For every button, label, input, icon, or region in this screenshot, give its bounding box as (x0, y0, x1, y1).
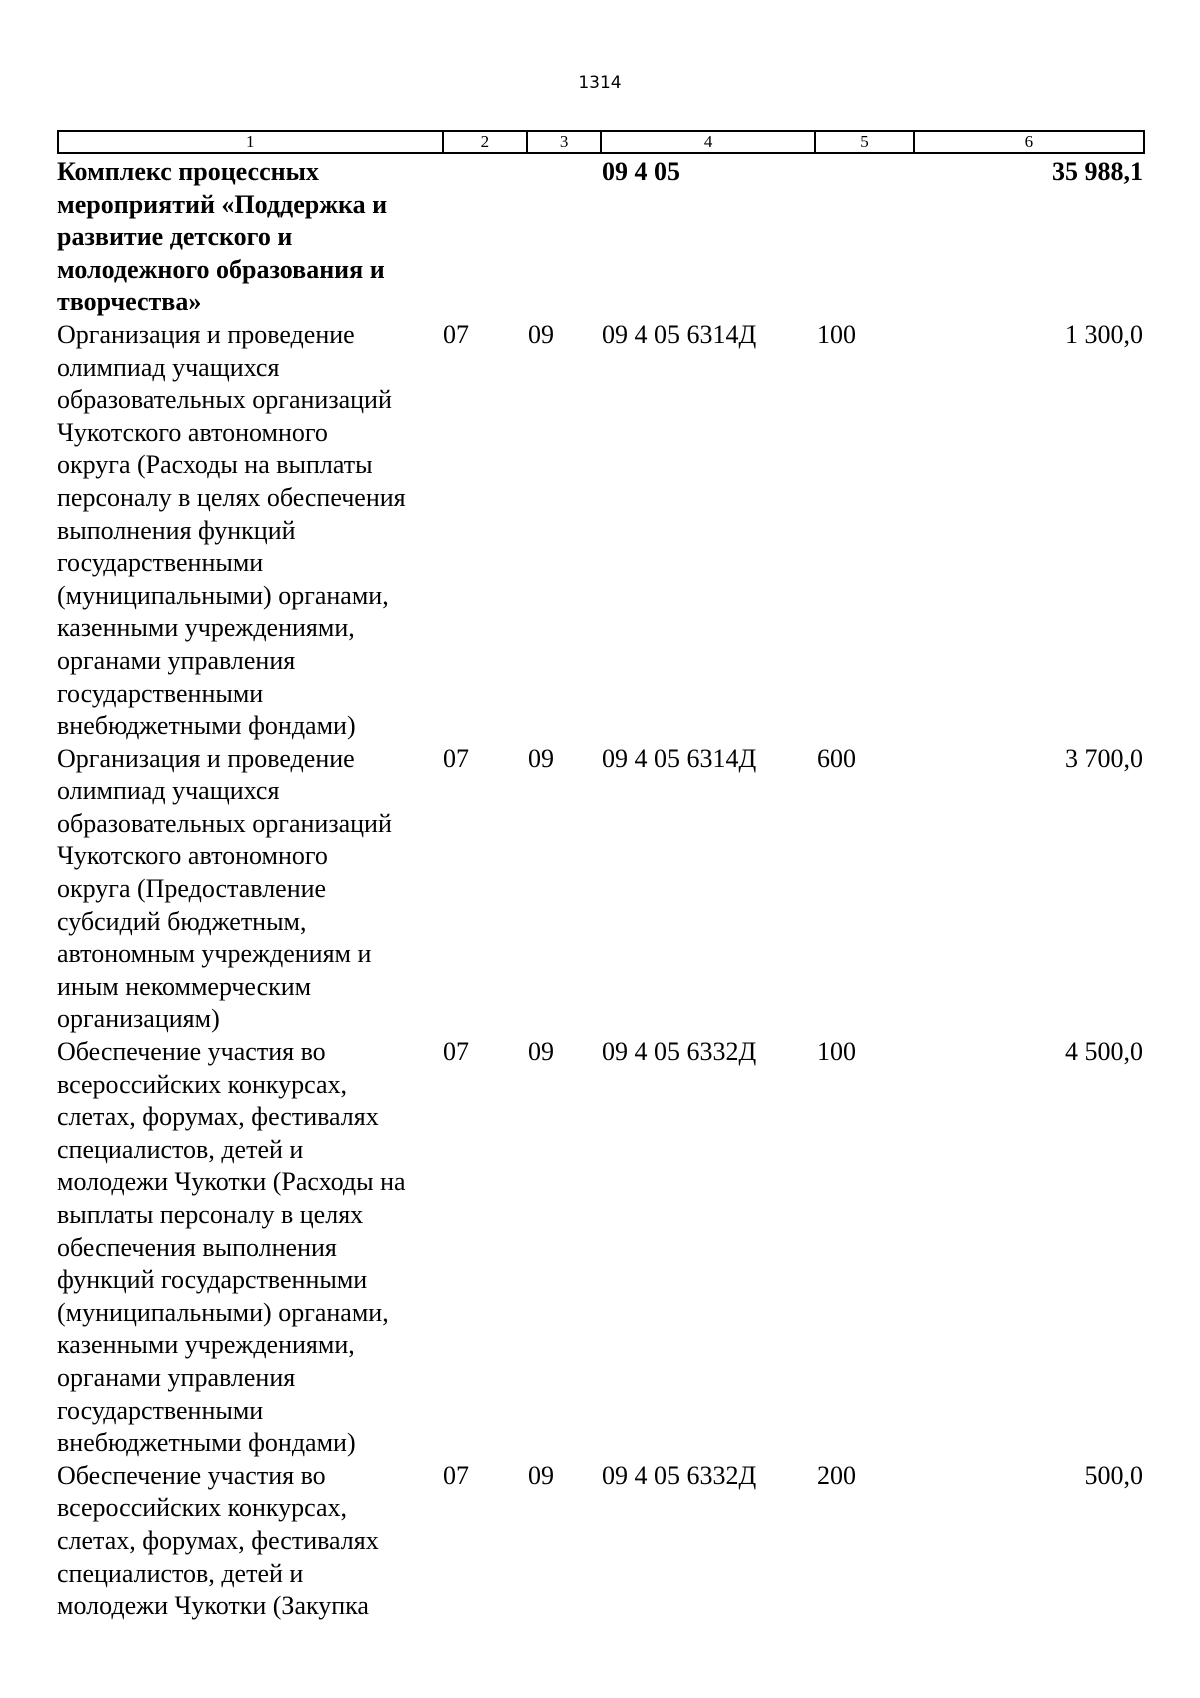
row-name: Обеспечение участия во всероссийских конкурсах, слетах, форумах, фестивалях специалистов, детей и молодежи Чукотки (Расходы на выплаты персоналу в целях обеспечения выполнения функций государственными (муниципальными) органами, казенными учреждениями, органами управления государственными внебюджетными фондами) (57, 1037, 406, 1458)
row-target-code: 09 4 05 6332Д (602, 1037, 757, 1067)
header-col-1: 1 (59, 132, 444, 152)
row-target-code: 09 4 05 6314Д (602, 743, 757, 773)
row-name: Организация и проведение олимпиад учащихся образовательных организаций Чукотского автономного округа (Предоставление субсидий бюджетным, автономным учреждениям и иным некоммерческим организациям) (57, 743, 392, 1034)
row-subsection: 09 (528, 1037, 554, 1067)
row-target-code: 09 4 05 (602, 157, 680, 186)
row-section: 07 (443, 319, 469, 349)
row-section: 07 (443, 743, 469, 773)
table-row (57, 743, 1145, 1036)
row-section (443, 156, 528, 319)
header-col-2: 2 (444, 132, 529, 152)
page-number: 1314 (578, 73, 622, 93)
row-name: Комплекс процессных мероприятий «Поддержка и развитие детского и молодежного образования и творчества» (57, 157, 388, 317)
header-col-6: 6 (1024, 132, 1034, 151)
table-header-row (57, 130, 1145, 154)
row-target-code: 09 4 05 6332Д (602, 1460, 757, 1490)
table-row (57, 1036, 1145, 1460)
row-subsection: 09 (528, 743, 554, 773)
header-col-4: 4 (602, 132, 816, 152)
header-col-3: 3 (528, 132, 602, 152)
row-expense-type: 200 (817, 1460, 856, 1490)
row-amount: 500,0 (1084, 1460, 1143, 1490)
row-expense-type: 600 (817, 743, 856, 773)
row-amount: 4 500,0 (1065, 1037, 1143, 1067)
row-amount: 1 300,0 (1065, 319, 1143, 349)
budget-table-body (57, 156, 1145, 1623)
table-row (57, 156, 1145, 319)
row-expense-type (817, 156, 916, 319)
table-row (57, 1460, 1145, 1623)
row-section: 07 (443, 1037, 469, 1067)
row-subsection: 09 (528, 1460, 554, 1490)
row-amount: 35 988,1 (1052, 157, 1143, 186)
row-subsection (528, 156, 602, 319)
row-name: Организация и проведение олимпиад учащихся образовательных организаций Чукотского автономного округа (Расходы на выплаты персоналу в целях обеспечения выполнения функций государственными (муниципальными) органами, казенными учреждениями, органами управления государственными внебюджетными фондами) (57, 319, 406, 741)
row-amount: 3 700,0 (1065, 743, 1143, 773)
row-expense-type: 100 (817, 1037, 856, 1067)
row-name: Обеспечение участия во всероссийских конкурсах, слетах, форумах, фестивалях специалистов, детей и молодежи Чукотки (Закупка (57, 1460, 379, 1621)
row-expense-type: 100 (817, 319, 856, 349)
table-row (57, 319, 1145, 743)
row-section: 07 (443, 1460, 469, 1490)
header-col-5: 5 (816, 132, 915, 152)
row-target-code: 09 4 05 6314Д (602, 319, 757, 349)
row-subsection: 09 (528, 319, 554, 349)
